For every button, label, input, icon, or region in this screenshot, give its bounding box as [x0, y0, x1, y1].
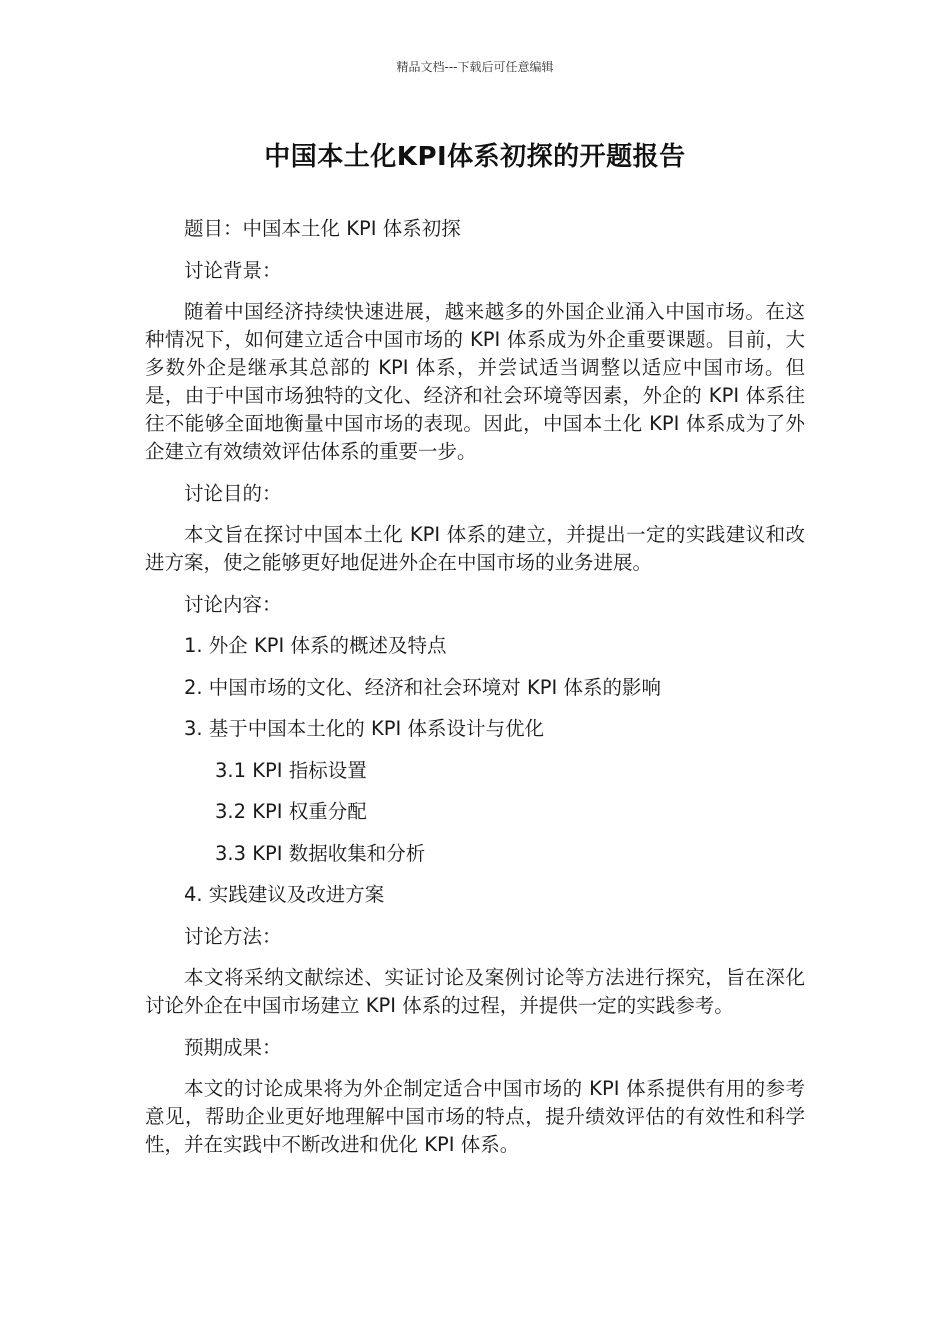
section-heading-purpose: 讨论目的：: [184, 481, 282, 505]
document-title: 中国本土化KPI体系初探的开题报告: [264, 142, 686, 172]
section-heading-method: 讨论方法：: [184, 924, 282, 948]
outcome-paragraph: 本文的讨论成果将为外企制定适合中国市场的 KPI 体系提供有用的参考意见，帮助企业更好地理解中国市场的特点，提升绩效评估的有效性和科学性，并在实践中不断改进和优化 KPI 体系。: [145, 1077, 805, 1156]
content-list-item: 1. 外企 KPI 体系的概述及特点: [184, 634, 447, 657]
section-heading-content: 讨论内容：: [184, 592, 282, 616]
content-sub-item: 3.1 KPI 指标设置: [215, 758, 367, 782]
content-list-item: 4. 实践建议及改进方案: [184, 883, 385, 906]
section-heading-outcome: 预期成果：: [184, 1035, 282, 1059]
purpose-paragraph: 本文旨在探讨中国本土化 KPI 体系的建立，并提出一定的实践建议和改进方案，使之能够更好地促进外企在中国市场的业务进展。: [145, 523, 805, 574]
content-list-item: 3. 基于中国本土化的 KPI 体系设计与优化: [184, 717, 544, 740]
topic-line: 题目：中国本土化 KPI 体系初探: [184, 217, 461, 240]
section-heading-background: 讨论背景：: [184, 258, 282, 282]
content-list-item: 2. 中国市场的文化、经济和社会环境对 KPI 体系的影响: [184, 675, 661, 699]
content-sub-item: 3.3 KPI 数据收集和分析: [215, 841, 426, 865]
document-body: [145, 215, 805, 1173]
content-sub-item: 3.2 KPI 权重分配: [215, 800, 367, 823]
method-paragraph: 本文将采纳文献综述、实证讨论及案例讨论等方法进行探究，旨在深化讨论外企在中国市场建立 KPI 体系的过程，并提供一定的实践参考。: [145, 966, 805, 1017]
background-paragraph: 随着中国经济持续快速进展，越来越多的外国企业涌入中国市场。在这种情况下，如何建立适合中国市场的 KPI 体系成为外企重要课题。目前，大多数外企是继承其总部的 KPI 体系，并尝试适当调整以适应中国市场。但是，由于中国市场独特的文化、经济和社会环境等因素，外企的 KPI 体系往往不能够全面地衡量中国市场的表现。因此，中国本土化 KPI 体系成为了外企建立有效绩效评估体系的重要一步。: [145, 300, 805, 463]
header-note: 精品文档---下载后可任意编辑: [396, 60, 554, 74]
